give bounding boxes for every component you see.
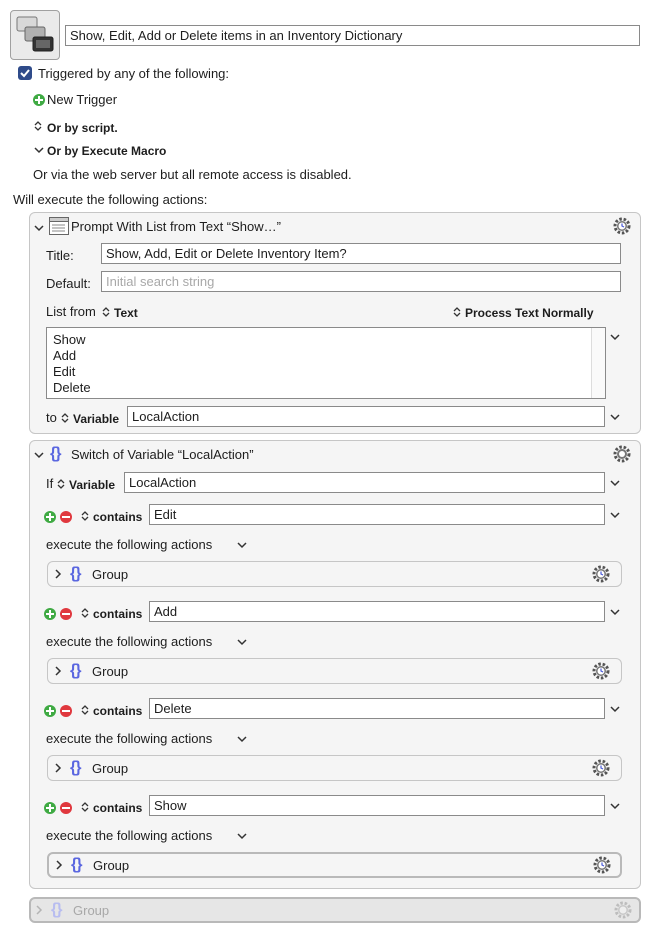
prompt-with-list-action[interactable] xyxy=(29,212,641,434)
group-expand-chevron-icon[interactable] xyxy=(52,665,64,677)
add-case-icon[interactable] xyxy=(44,705,56,717)
disabled-group-action[interactable] xyxy=(29,897,641,923)
new-trigger-button[interactable]: New Trigger xyxy=(47,92,118,107)
case-op-stepper-icon[interactable] xyxy=(81,801,89,813)
case-value-chevron-icon[interactable] xyxy=(609,606,621,618)
list-line: Add xyxy=(53,348,77,363)
case-value-input[interactable]: Delete xyxy=(149,698,605,719)
case-op-select[interactable]: contains xyxy=(93,510,143,524)
switch-gear-icon[interactable] xyxy=(612,444,632,464)
group-label: Group xyxy=(92,567,129,582)
remove-case-icon[interactable] xyxy=(60,608,72,620)
or-by-script-label[interactable]: Or by script. xyxy=(47,121,118,135)
case-execute-chevron-icon[interactable] xyxy=(236,636,248,648)
case-op-stepper-icon[interactable] xyxy=(81,510,89,522)
prompt-action-header[interactable]: Prompt With List from Text “Show…” xyxy=(71,219,281,234)
list-scrollbar[interactable] xyxy=(591,328,605,398)
case-op-stepper-icon[interactable] xyxy=(81,607,89,619)
trigger-checkbox[interactable] xyxy=(18,66,32,80)
macro-title-input[interactable]: Show, Edit, Add or Delete items in an Inventory Dictionary xyxy=(65,25,640,46)
disabled-group-braces-icon: {} xyxy=(51,901,62,918)
group-label: Group xyxy=(93,858,130,873)
if-label: If xyxy=(46,476,54,491)
or-by-execute-macro-label[interactable]: Or by Execute Macro xyxy=(47,144,167,158)
group-label: Group xyxy=(92,664,129,679)
will-execute-label: Will execute the following actions: xyxy=(13,192,208,207)
case-execute-chevron-icon[interactable] xyxy=(236,733,248,745)
macro-icon[interactable] xyxy=(10,10,60,60)
or-by-script-stepper-icon[interactable] xyxy=(34,120,42,132)
case-group-action[interactable] xyxy=(47,658,622,684)
prompt-gear-icon[interactable] xyxy=(612,216,632,236)
prompt-title-input[interactable]: Show, Add, Edit or Delete Inventory Item? xyxy=(101,243,621,264)
prompt-title-label: Title: xyxy=(46,248,74,263)
case-op-select[interactable]: contains xyxy=(93,607,143,621)
list-from-label: List from xyxy=(46,304,96,319)
to-variable-chevron-icon[interactable] xyxy=(609,411,621,423)
if-variable-chevron-icon[interactable] xyxy=(609,477,621,489)
case-execute-label: execute the following actions xyxy=(46,634,213,649)
group-expand-chevron-icon[interactable] xyxy=(52,568,64,580)
if-variable-stepper-icon[interactable] xyxy=(57,478,65,490)
prompt-list-icon xyxy=(49,217,69,235)
remove-case-icon[interactable] xyxy=(60,511,72,523)
remove-case-icon[interactable] xyxy=(60,802,72,814)
prompt-default-input[interactable]: Initial search string xyxy=(101,271,621,292)
case-value-chevron-icon[interactable] xyxy=(609,509,621,521)
group-gear-icon[interactable] xyxy=(591,758,611,778)
case-execute-label: execute the following actions xyxy=(46,731,213,746)
list-line: Edit xyxy=(53,364,76,379)
case-group-action[interactable] xyxy=(47,561,622,587)
case-execute-label: execute the following actions xyxy=(46,828,213,843)
to-variable-input[interactable]: LocalAction xyxy=(127,406,605,427)
case-execute-label: execute the following actions xyxy=(46,537,213,552)
switch-action-header[interactable]: Switch of Variable “LocalAction” xyxy=(71,447,254,462)
list-from-select[interactable]: Text xyxy=(114,306,138,320)
remove-case-icon[interactable] xyxy=(60,705,72,717)
list-text-chevron-icon[interactable] xyxy=(609,331,621,343)
group-braces-icon: {} xyxy=(70,662,81,679)
disabled-group-gear-icon[interactable] xyxy=(613,900,633,920)
group-braces-icon: {} xyxy=(70,759,81,776)
to-label: to xyxy=(46,410,57,425)
process-text-select[interactable]: Process Text Normally xyxy=(465,306,594,320)
process-text-stepper-icon[interactable] xyxy=(453,306,461,318)
prompt-collapse-chevron-icon[interactable] xyxy=(33,222,45,234)
switch-action[interactable] xyxy=(29,440,641,889)
case-execute-chevron-icon[interactable] xyxy=(236,539,248,551)
group-gear-icon[interactable] xyxy=(591,661,611,681)
list-line: Show xyxy=(53,332,86,347)
web-server-note: Or via the web server but all remote access is disabled. xyxy=(33,167,352,182)
case-op-select[interactable]: contains xyxy=(93,704,143,718)
case-value-input[interactable]: Add xyxy=(149,601,605,622)
list-from-stepper-icon[interactable] xyxy=(102,306,110,318)
group-braces-icon: {} xyxy=(71,856,82,873)
to-variable-stepper-icon[interactable] xyxy=(61,412,69,424)
trigger-label: Triggered by any of the following: xyxy=(38,66,230,81)
case-value-input[interactable]: Show xyxy=(149,795,605,816)
if-variable-input[interactable]: LocalAction xyxy=(124,472,605,493)
case-group-action[interactable] xyxy=(47,755,622,781)
switch-braces-icon: {} xyxy=(50,445,61,462)
group-gear-icon[interactable] xyxy=(591,564,611,584)
case-value-chevron-icon[interactable] xyxy=(609,800,621,812)
prompt-default-label: Default: xyxy=(46,276,91,291)
list-line: Delete xyxy=(53,380,91,395)
or-by-execute-macro-chevron-icon[interactable] xyxy=(33,144,45,156)
list-text-area[interactable] xyxy=(46,327,606,399)
if-variable-select[interactable]: Variable xyxy=(69,478,116,492)
group-braces-icon: {} xyxy=(70,565,81,582)
disabled-group-label: Group xyxy=(73,903,110,918)
add-case-icon[interactable] xyxy=(44,802,56,814)
group-expand-chevron-icon[interactable] xyxy=(53,859,65,871)
disabled-group-chevron-icon[interactable] xyxy=(33,904,45,916)
to-variable-select[interactable]: Variable xyxy=(73,412,120,426)
group-expand-chevron-icon[interactable] xyxy=(52,762,64,774)
new-trigger-plus-icon[interactable] xyxy=(33,94,45,106)
add-case-icon[interactable] xyxy=(44,608,56,620)
add-case-icon[interactable] xyxy=(44,511,56,523)
switch-collapse-chevron-icon[interactable] xyxy=(33,449,45,461)
case-op-select[interactable]: contains xyxy=(93,801,143,815)
group-label: Group xyxy=(92,761,129,776)
group-gear-icon[interactable] xyxy=(592,855,612,875)
case-execute-chevron-icon[interactable] xyxy=(236,830,248,842)
case-value-chevron-icon[interactable] xyxy=(609,703,621,715)
case-group-action[interactable] xyxy=(47,852,622,878)
case-value-input[interactable]: Edit xyxy=(149,504,605,525)
case-op-stepper-icon[interactable] xyxy=(81,704,89,716)
